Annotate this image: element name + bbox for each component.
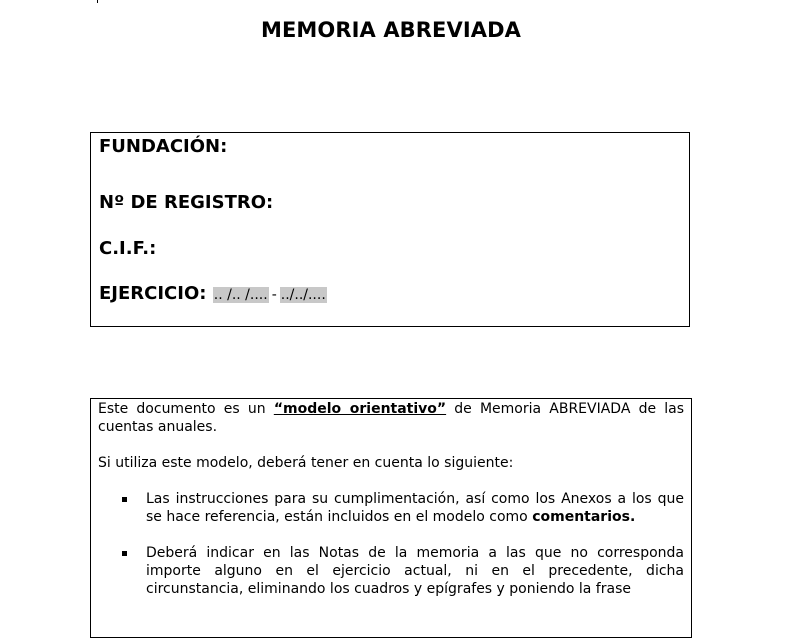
fecha-fin-field[interactable]: ../../.... <box>280 287 326 303</box>
bullet-square-icon <box>122 497 127 502</box>
usage-line: Si utiliza este modelo, deberá tener en cuenta lo siguiente: <box>98 455 514 471</box>
fundacion-label: FUNDACIÓN: <box>99 136 228 157</box>
fecha-inicio-field[interactable]: .. /.. /.... <box>213 287 268 303</box>
ejercicio-label: EJERCICIO: <box>99 283 207 304</box>
intro-paragraph <box>98 400 684 436</box>
list-item <box>98 490 684 526</box>
modelo-orientativo-emphasis: “modelo orientativo” <box>273 401 447 417</box>
corner-mark <box>97 0 98 3</box>
header-info-box <box>90 132 690 327</box>
instructions-box <box>90 398 692 638</box>
bullet1-text: Las instrucciones para su cumplimentación, así como los Anexos a los que se hace referencia, están incluidos en el modelo como <box>146 491 684 525</box>
bullet1-end: . <box>629 509 636 525</box>
document-title: MEMORIA ABREVIADA <box>260 18 522 42</box>
cif-label: C.I.F.: <box>99 238 157 259</box>
list-item <box>98 544 684 598</box>
bullet-square-icon <box>122 551 127 556</box>
date-separator: - <box>271 287 277 303</box>
intro-suffix: de Memoria ABREVIADA de las cuentas anuales. <box>98 401 685 435</box>
bullet2-text: Deberá indicar en las Notas de la memoria a las que no corresponda importe alguno en el ejercicio actual, ni en el precedente, dicha circunstancia, eliminando los cuadros y epígrafes y poniendo la frase <box>146 545 684 597</box>
registro-label: Nº DE REGISTRO: <box>99 192 274 213</box>
ejercicio-row <box>99 283 327 304</box>
intro-prefix: Este documento es un <box>98 401 266 417</box>
comentarios-emphasis: comentarios <box>532 509 630 525</box>
instructions-list <box>98 490 684 598</box>
